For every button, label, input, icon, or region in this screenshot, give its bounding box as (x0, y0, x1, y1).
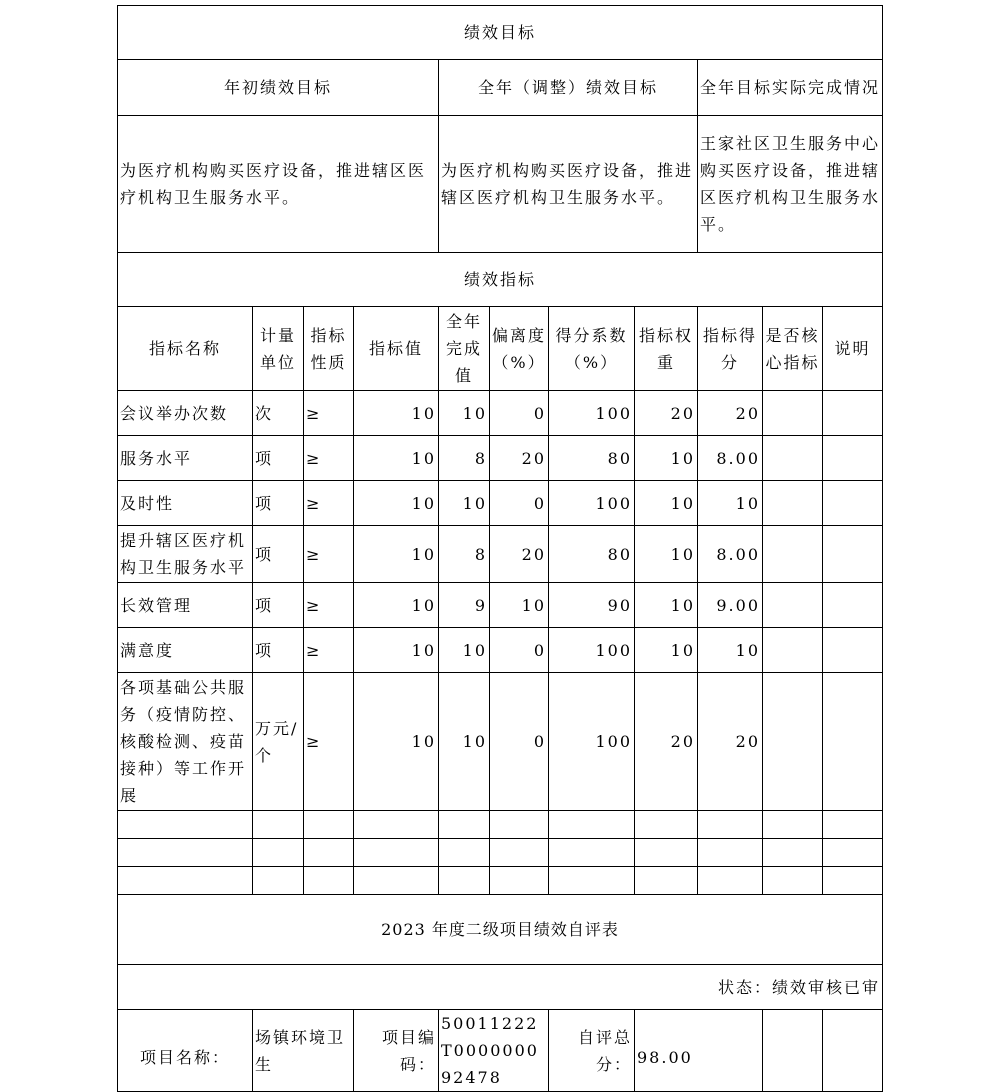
indicator-core (763, 481, 823, 526)
indicator-deviation: 20 (490, 436, 549, 481)
indicator-unit: 项 (253, 436, 304, 481)
indicator-weight: 20 (635, 673, 698, 811)
self-score-value: 98.00 (635, 1010, 763, 1092)
goal-header-row (118, 60, 883, 116)
indicator-value: 10 (354, 436, 439, 481)
table-row (118, 436, 883, 481)
col-note-header: 说明 (823, 307, 883, 391)
col-score-header: 指标得分 (698, 307, 763, 391)
indicator-unit: 万元/个 (253, 673, 304, 811)
col-unit-header: 计量单位 (253, 307, 304, 391)
indicator-deviation: 0 (490, 673, 549, 811)
indicator-name: 及时性 (118, 481, 253, 526)
indicator-section-title: 绩效指标 (118, 253, 883, 307)
indicator-core (763, 673, 823, 811)
indicator-core (763, 436, 823, 481)
empty-row (118, 839, 883, 867)
indicator-nature: ≥ (304, 481, 354, 526)
form-title-row (118, 895, 883, 965)
indicator-value: 10 (354, 673, 439, 811)
indicator-nature: ≥ (304, 583, 354, 628)
table-row (118, 391, 883, 436)
self-score-label: 自评总分： (549, 1010, 635, 1092)
indicator-coef: 100 (549, 391, 635, 436)
project-code-value: 50011222T000000092478 (439, 1010, 549, 1092)
goal-section-row (118, 6, 883, 60)
indicator-nature: ≥ (304, 436, 354, 481)
indicator-coef: 90 (549, 583, 635, 628)
indicator-weight: 10 (635, 436, 698, 481)
empty-row (118, 867, 883, 895)
indicator-deviation: 0 (490, 391, 549, 436)
project-code-label: 项目编码： (354, 1010, 439, 1092)
indicator-score: 20 (698, 673, 763, 811)
indicator-score: 9.00 (698, 583, 763, 628)
indicator-name: 长效管理 (118, 583, 253, 628)
indicator-core (763, 628, 823, 673)
indicator-name: 各项基础公共服务（疫情防控、核酸检测、疫苗接种）等工作开展 (118, 673, 253, 811)
indicator-score: 8.00 (698, 526, 763, 583)
indicator-score: 8.00 (698, 436, 763, 481)
indicator-value: 10 (354, 391, 439, 436)
indicator-note (823, 391, 883, 436)
indicator-note (823, 628, 883, 673)
indicator-header-row (118, 307, 883, 391)
indicator-done: 10 (439, 481, 490, 526)
adjusted-goal-header: 全年（调整）绩效目标 (439, 60, 698, 116)
indicator-unit: 项 (253, 526, 304, 583)
empty-cell (823, 1010, 883, 1092)
indicator-value: 10 (354, 583, 439, 628)
indicator-weight: 10 (635, 583, 698, 628)
indicator-deviation: 0 (490, 628, 549, 673)
indicator-value: 10 (354, 628, 439, 673)
indicator-nature: ≥ (304, 391, 354, 436)
indicator-name: 会议举办次数 (118, 391, 253, 436)
indicator-score: 20 (698, 391, 763, 436)
table-row (118, 583, 883, 628)
status-text: 状态：绩效审核已审 (118, 965, 883, 1010)
indicator-done: 8 (439, 526, 490, 583)
status-row (118, 965, 883, 1010)
actual-goal-header: 全年目标实际完成情况 (698, 60, 883, 116)
form-title: 2023 年度二级项目绩效自评表 (118, 895, 883, 965)
indicator-coef: 100 (549, 628, 635, 673)
indicator-nature: ≥ (304, 526, 354, 583)
indicator-section-row (118, 253, 883, 307)
indicator-done: 9 (439, 583, 490, 628)
indicator-deviation: 10 (490, 583, 549, 628)
indicator-nature: ≥ (304, 628, 354, 673)
indicator-note (823, 481, 883, 526)
col-nature-header: 指标性质 (304, 307, 354, 391)
table-row (118, 481, 883, 526)
initial-goal-header: 年初绩效目标 (118, 60, 439, 116)
indicator-unit: 项 (253, 628, 304, 673)
indicator-core (763, 583, 823, 628)
adjusted-goal-text: 为医疗机构购买医疗设备，推进辖区医疗机构卫生服务水平。 (439, 116, 698, 253)
indicator-done: 10 (439, 673, 490, 811)
indicator-deviation: 20 (490, 526, 549, 583)
indicator-unit: 项 (253, 583, 304, 628)
actual-goal-text: 王家社区卫生服务中心购买医疗设备，推进辖区医疗机构卫生服务水平。 (698, 116, 883, 253)
indicator-unit: 项 (253, 481, 304, 526)
indicator-deviation: 0 (490, 481, 549, 526)
indicator-coef: 80 (549, 436, 635, 481)
goal-content-row (118, 116, 883, 253)
project-name-label: 项目名称： (118, 1010, 253, 1092)
indicator-weight: 20 (635, 391, 698, 436)
indicator-core (763, 391, 823, 436)
col-done-header: 全年完成值 (439, 307, 490, 391)
indicator-value: 10 (354, 481, 439, 526)
indicator-done: 8 (439, 436, 490, 481)
indicator-coef: 80 (549, 526, 635, 583)
col-name-header: 指标名称 (118, 307, 253, 391)
indicator-weight: 10 (635, 628, 698, 673)
indicator-core (763, 526, 823, 583)
indicator-name: 服务水平 (118, 436, 253, 481)
initial-goal-text: 为医疗机构购买医疗设备，推进辖区医疗机构卫生服务水平。 (118, 116, 439, 253)
table-row (118, 628, 883, 673)
empty-row (118, 811, 883, 839)
indicator-weight: 10 (635, 526, 698, 583)
indicator-score: 10 (698, 481, 763, 526)
indicator-note (823, 526, 883, 583)
col-coef-header: 得分系数（%） (549, 307, 635, 391)
indicator-note (823, 673, 883, 811)
empty-cell (763, 1010, 823, 1092)
project-name-value: 场镇环境卫生 (253, 1010, 354, 1092)
indicator-note (823, 436, 883, 481)
col-core-header: 是否核心指标 (763, 307, 823, 391)
indicator-weight: 10 (635, 481, 698, 526)
project-info-row (118, 1010, 883, 1092)
indicator-unit: 次 (253, 391, 304, 436)
indicator-nature: ≥ (304, 673, 354, 811)
table-row (118, 526, 883, 583)
col-deviation-header: 偏离度（%） (490, 307, 549, 391)
goal-section-title: 绩效目标 (118, 6, 883, 60)
indicator-coef: 100 (549, 673, 635, 811)
indicator-name: 提升辖区医疗机构卫生服务水平 (118, 526, 253, 583)
col-weight-header: 指标权重 (635, 307, 698, 391)
indicator-score: 10 (698, 628, 763, 673)
indicator-coef: 100 (549, 481, 635, 526)
performance-table (117, 5, 883, 1092)
table-row (118, 673, 883, 811)
col-value-header: 指标值 (354, 307, 439, 391)
indicator-note (823, 583, 883, 628)
indicator-value: 10 (354, 526, 439, 583)
indicator-name: 满意度 (118, 628, 253, 673)
indicator-done: 10 (439, 628, 490, 673)
indicator-done: 10 (439, 391, 490, 436)
